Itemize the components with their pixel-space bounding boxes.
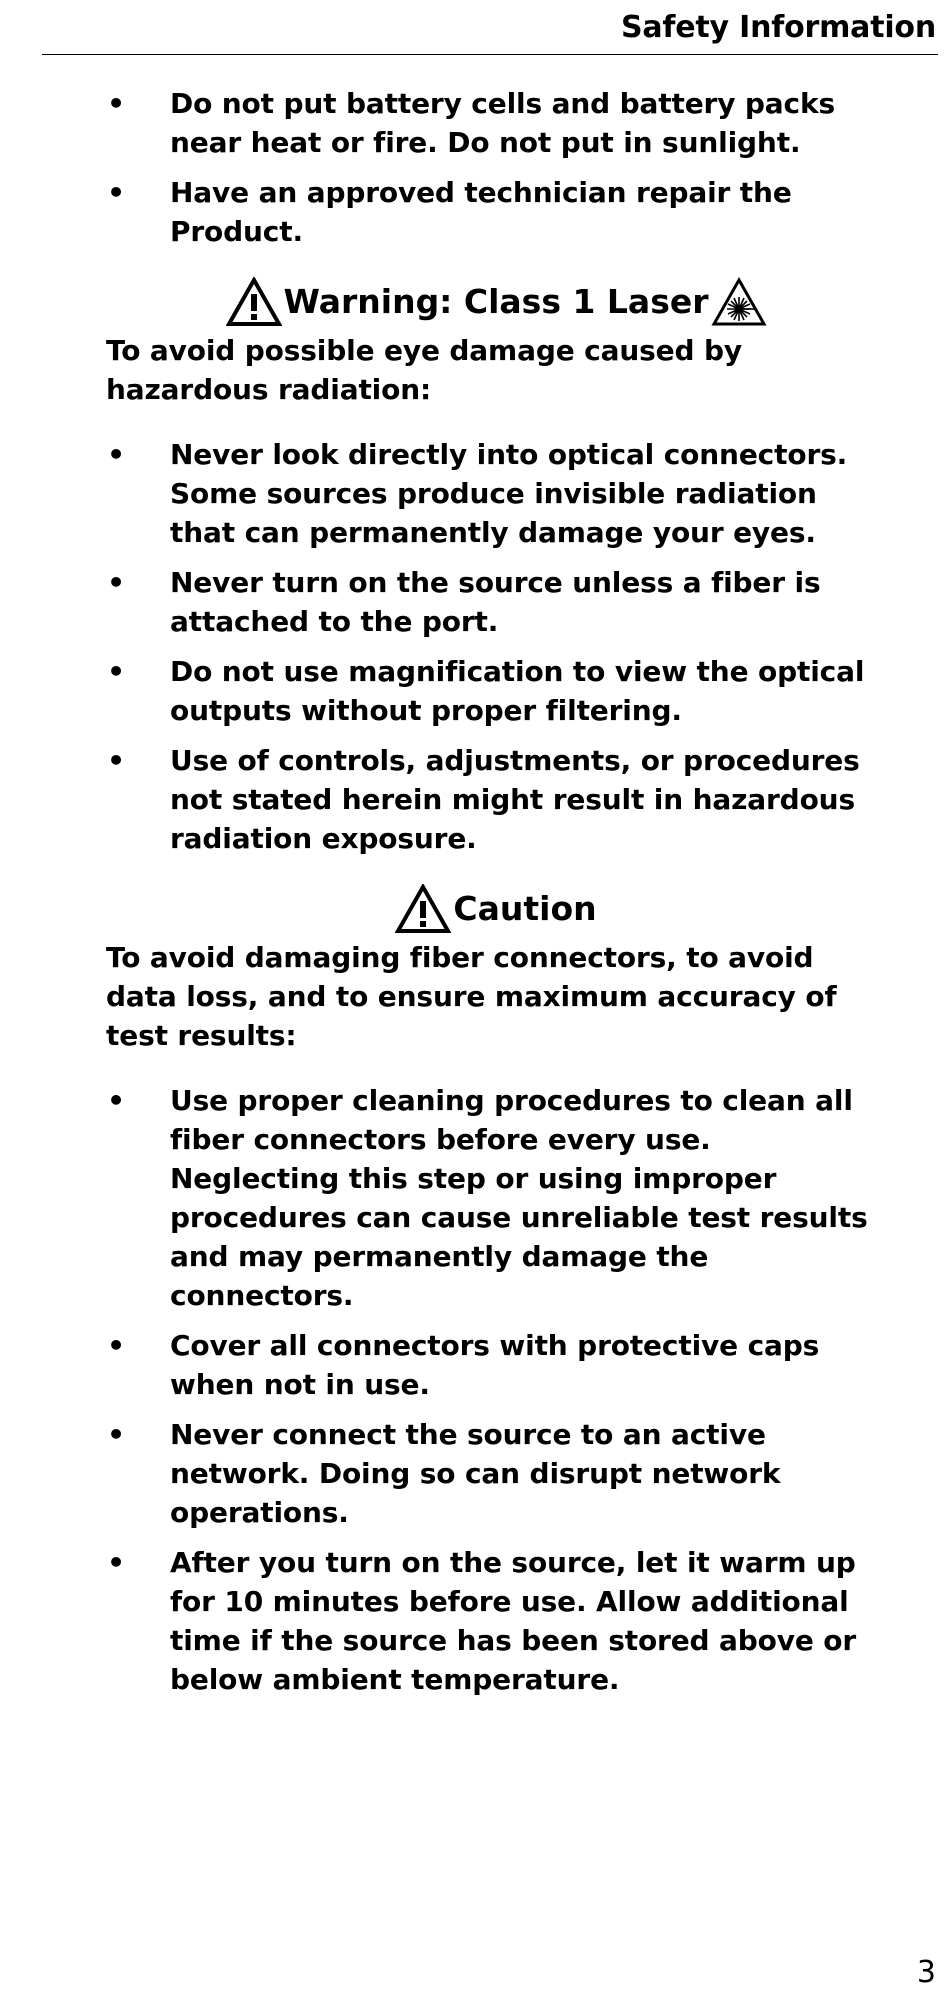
bullet-icon: • — [107, 176, 125, 209]
list-item-text: Use of controls, adjustments, or procedures not stated herein might result in hazardous radiation exposure. — [170, 744, 860, 855]
laser-warning-heading — [106, 277, 886, 327]
bullet-icon: • — [107, 1418, 125, 1451]
list-item — [106, 652, 886, 730]
page-number: 3 — [916, 1955, 936, 1990]
list-item — [106, 741, 886, 858]
laser-warning-heading-text: Warning: Class 1 Laser — [283, 282, 709, 321]
bullet-icon: • — [107, 1329, 125, 1362]
bullet-icon: • — [107, 1546, 125, 1579]
caution-heading-text: Caution — [453, 889, 597, 928]
list-item — [106, 1415, 886, 1532]
list-item-text: Never look directly into optical connectors. Some sources produce invisible radiation that can permanently damage your eyes. — [170, 438, 848, 549]
list-item-text: Do not put battery cells and battery packs near heat or fire. Do not put in sunlight. — [170, 87, 835, 159]
list-item-text: Never turn on the source unless a fiber is attached to the port. — [170, 566, 821, 638]
caution-list — [106, 1081, 886, 1699]
list-item-text: Use proper cleaning procedures to clean all fiber connectors before every use. Neglecting this step or using improper procedures can cause unreliable test results and may permanently damage the connectors. — [170, 1084, 868, 1312]
list-item — [106, 84, 886, 162]
battery-list — [106, 84, 886, 251]
list-item-text: After you turn on the source, let it warm up for 10 minutes before use. Allow additional time if the source has been stored above or below ambient temperature. — [170, 1546, 857, 1696]
list-item — [106, 1081, 886, 1315]
list-item — [106, 1543, 886, 1699]
laser-radiation-icon — [711, 277, 767, 327]
bullet-icon: • — [107, 655, 125, 688]
page-header-title: Safety Information — [620, 10, 936, 45]
bullet-icon: • — [107, 744, 125, 777]
list-item — [106, 1326, 886, 1404]
list-item-text: Do not use magnification to view the optical outputs without proper filtering. — [170, 655, 865, 727]
bullet-icon: • — [107, 438, 125, 471]
bullet-icon: • — [107, 1084, 125, 1117]
warning-triangle-icon — [226, 277, 282, 327]
list-item-text: Have an approved technician repair the Product. — [170, 176, 792, 248]
laser-warning-list — [106, 435, 886, 858]
laser-warning-intro: To avoid possible eye damage caused by hazardous radiation: — [106, 334, 742, 406]
bullet-icon: • — [107, 87, 125, 120]
list-item — [106, 435, 886, 552]
page-header — [42, 0, 938, 55]
warning-triangle-icon — [395, 884, 451, 934]
list-item — [106, 563, 886, 641]
list-item — [106, 173, 886, 251]
page-content — [106, 84, 886, 1710]
list-item-text: Never connect the source to an active network. Doing so can disrupt network operations. — [170, 1418, 781, 1529]
bullet-icon: • — [107, 566, 125, 599]
list-item-text: Cover all connectors with protective caps when not in use. — [170, 1329, 820, 1401]
caution-intro: To avoid damaging fiber connectors, to avoid data loss, and to ensure maximum accuracy of test results: — [106, 941, 837, 1052]
caution-heading — [106, 884, 886, 934]
